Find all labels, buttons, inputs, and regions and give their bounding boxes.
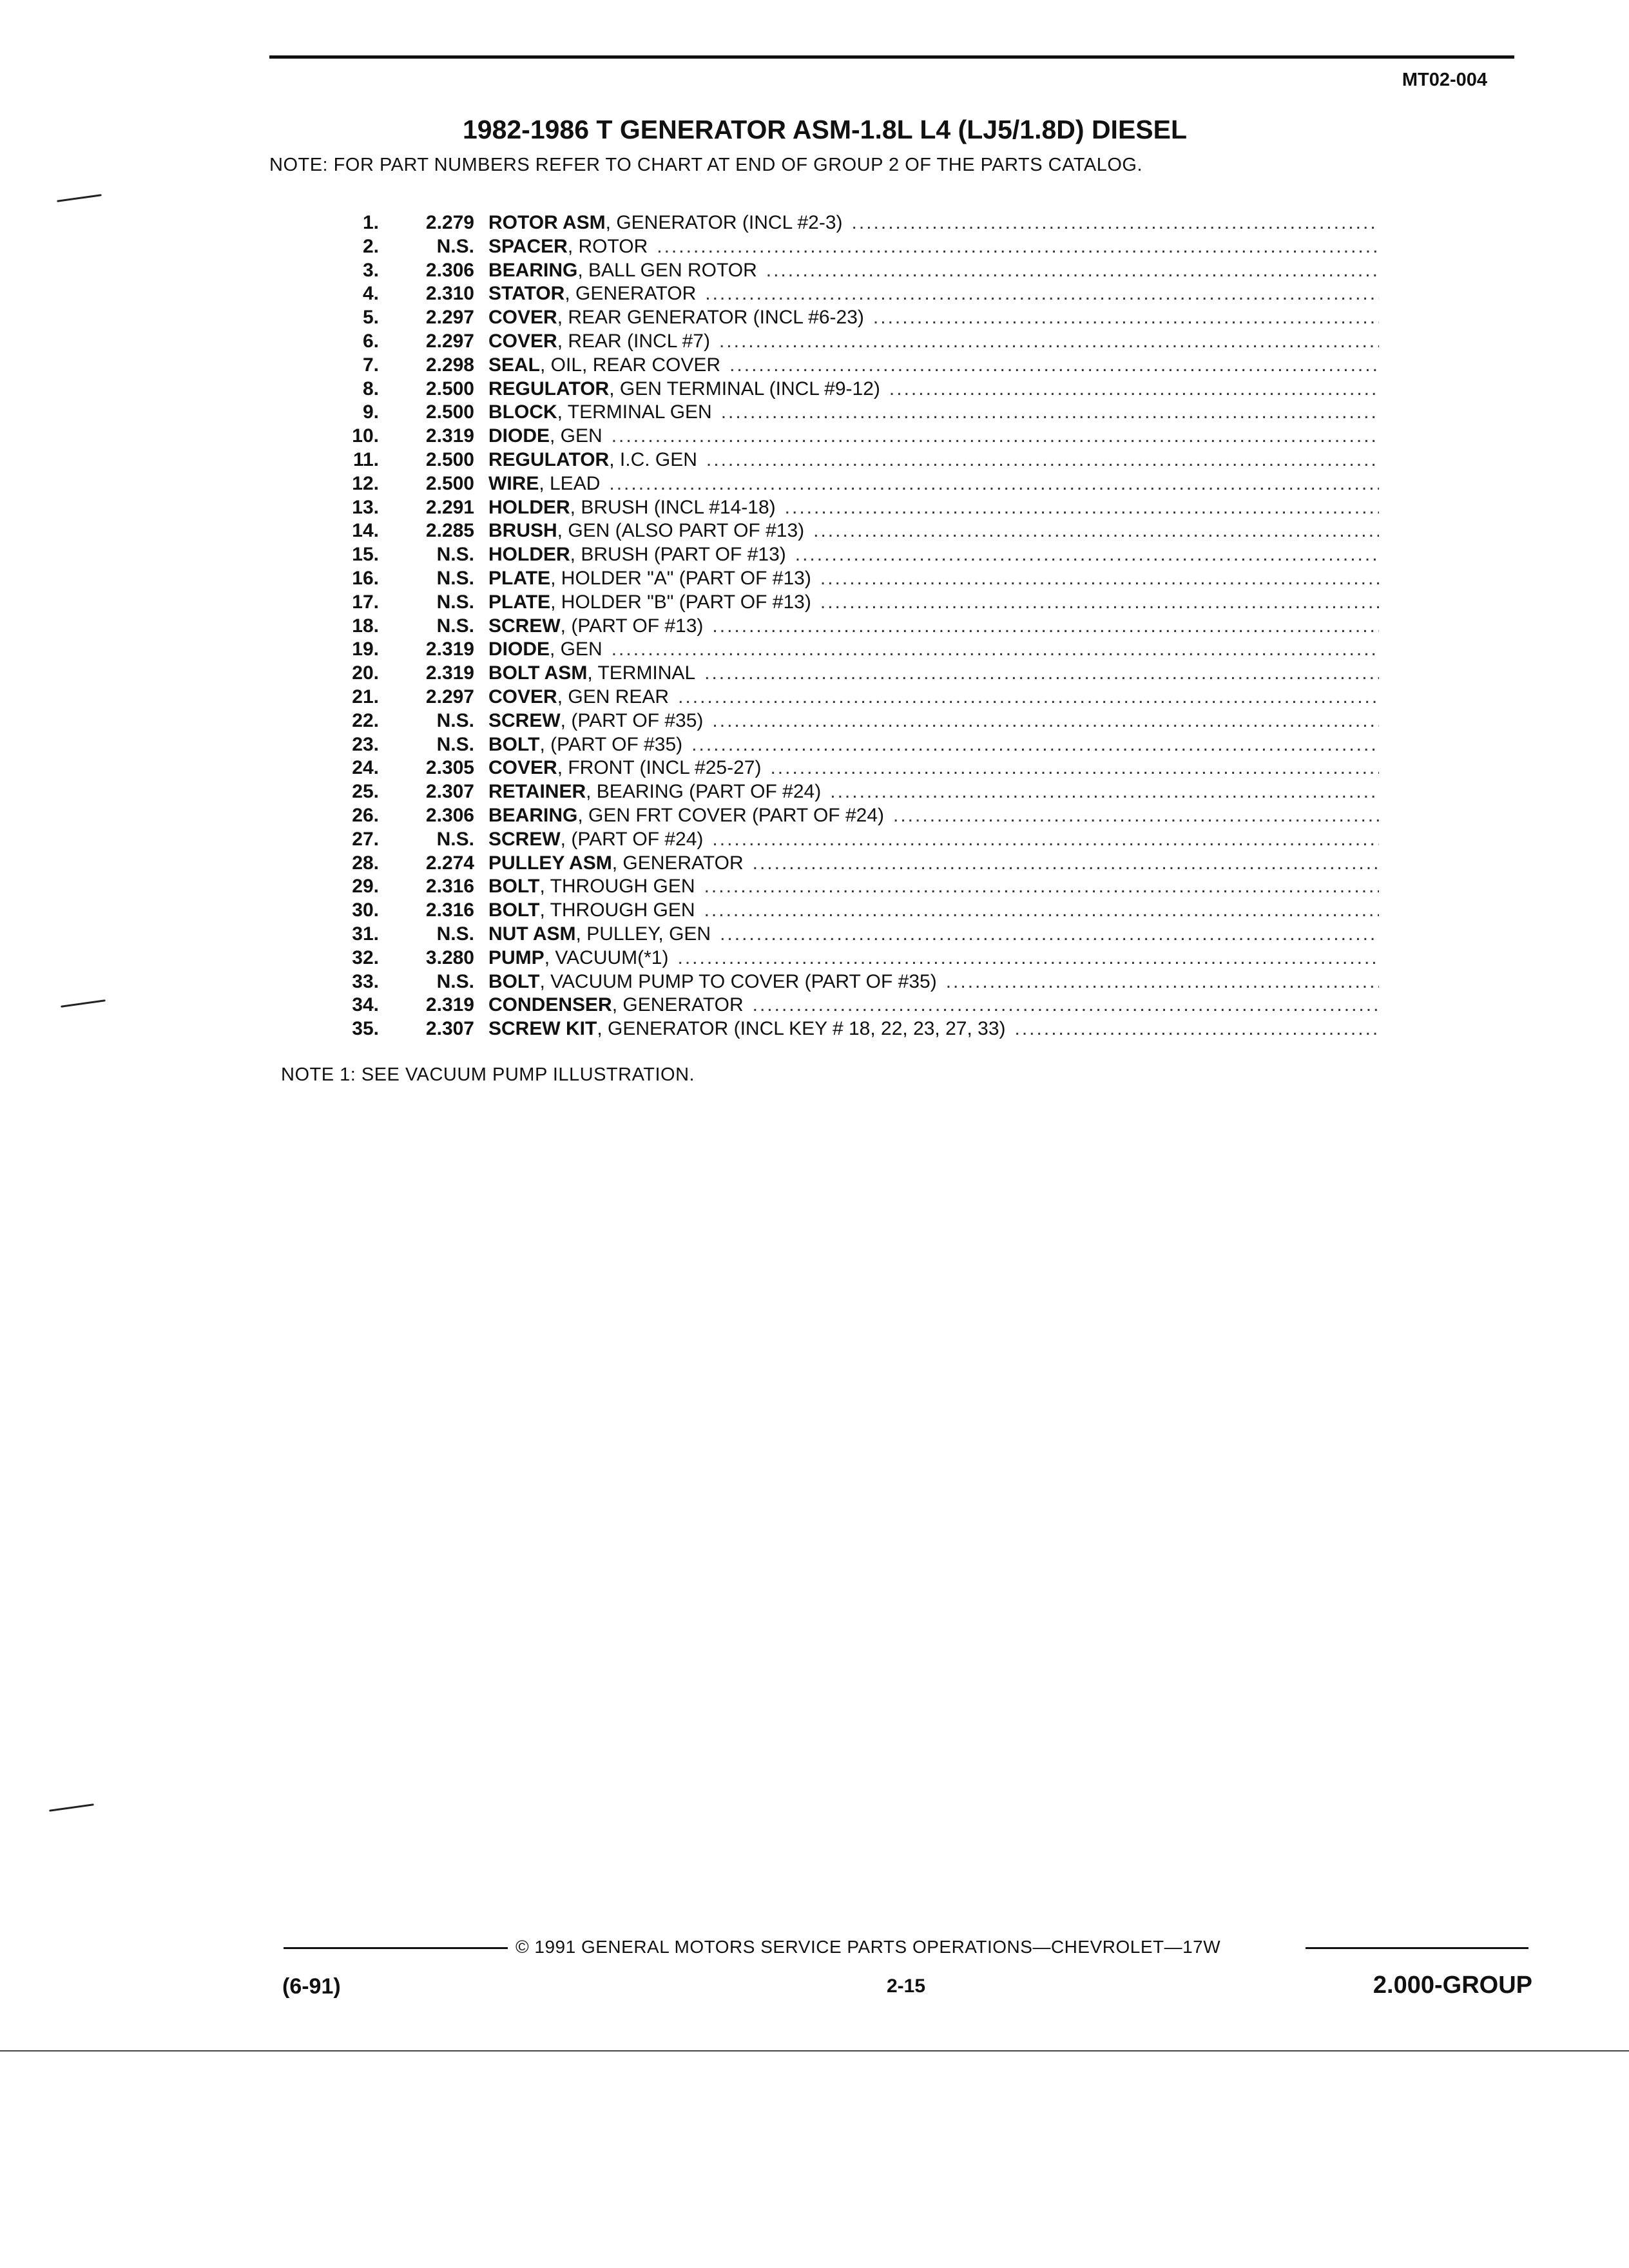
part-detail: , BRUSH (PART OF #13) (570, 544, 786, 566)
parts-row (322, 543, 1379, 567)
item-number: 3. (362, 259, 379, 281)
item-number: 6. (362, 330, 379, 352)
group-number: 3.280 (425, 947, 474, 968)
part-name: PULLEY ASM (488, 852, 612, 874)
dot-leader (729, 354, 1379, 378)
group-number: 2.291 (425, 496, 474, 518)
item-number: 25. (352, 781, 379, 803)
part-detail: , GENERATOR (564, 283, 697, 305)
part-description (488, 235, 1379, 259)
part-name: SCREW (488, 709, 561, 731)
parts-row (322, 259, 1379, 283)
dot-leader (785, 496, 1379, 520)
part-name: DIODE (488, 425, 550, 447)
item-number: 27. (352, 828, 379, 850)
part-description (488, 828, 1379, 852)
part-detail: , HOLDER "A" (PART OF #13) (550, 567, 811, 589)
parts-row (322, 306, 1379, 330)
group-number: N.S. (436, 733, 474, 755)
part-name: CONDENSER (488, 994, 612, 1016)
group-number: 2.298 (425, 354, 474, 376)
dot-leader (677, 947, 1379, 970)
group-number: N.S. (436, 709, 474, 731)
dot-leader (678, 686, 1379, 709)
part-description (488, 448, 1379, 472)
document-code: MT02-004 (1402, 70, 1487, 90)
dot-leader (719, 330, 1379, 354)
group-number: N.S. (436, 923, 474, 945)
margin-mark (61, 999, 106, 1008)
parts-row (322, 354, 1379, 378)
group-number: 2.305 (425, 757, 474, 779)
part-description (488, 591, 1379, 615)
part-detail: , BRUSH (INCL #14-18) (570, 496, 776, 518)
part-detail: , GEN (550, 425, 602, 447)
part-detail: , VACUUM(*1) (544, 947, 669, 968)
part-name: RETAINER (488, 781, 586, 803)
part-detail: , (PART OF #13) (560, 615, 704, 637)
dot-leader (706, 448, 1379, 472)
part-detail: , REAR GENERATOR (INCL #6-23) (557, 307, 864, 329)
part-detail: , GEN FRT COVER (PART OF #24) (577, 804, 885, 826)
part-detail: , GEN REAR (557, 686, 670, 707)
part-detail: , TERMINAL (587, 662, 696, 684)
part-name: DIODE (488, 639, 550, 660)
part-name: SCREW (488, 828, 561, 850)
item-number: 31. (352, 923, 379, 945)
item-number: 30. (352, 899, 379, 921)
group-number: N.S. (436, 615, 474, 637)
part-name: ROTOR ASM (488, 212, 606, 233)
group-number: N.S. (436, 828, 474, 850)
part-description (488, 496, 1379, 520)
dot-leader (704, 875, 1379, 899)
part-detail: , REAR (INCL #7) (557, 330, 710, 352)
part-name: COVER (488, 686, 557, 707)
dot-leader (813, 519, 1379, 543)
item-number: 35. (352, 1018, 379, 1040)
part-detail: , OIL, REAR COVER (540, 354, 721, 376)
part-name: PLATE (488, 567, 551, 589)
dot-leader (852, 211, 1379, 235)
item-number: 34. (352, 994, 379, 1016)
part-name: PLATE (488, 591, 551, 613)
dot-leader (873, 306, 1379, 330)
dot-leader (720, 923, 1379, 947)
group-number: 2.310 (425, 283, 474, 305)
group-number: 2.319 (425, 994, 474, 1016)
part-description (488, 733, 1379, 757)
page-number: 2-15 (887, 1975, 926, 1997)
dot-leader (1015, 1017, 1379, 1041)
part-name: SEAL (488, 354, 541, 376)
part-name: COVER (488, 330, 557, 352)
dot-leader (753, 994, 1379, 1017)
dot-leader (820, 567, 1379, 591)
group-number: 2.274 (425, 852, 474, 874)
parts-row (322, 899, 1379, 923)
part-description (488, 638, 1379, 662)
part-description (488, 947, 1379, 970)
dot-leader (820, 591, 1379, 615)
dot-leader (770, 756, 1379, 780)
item-number: 17. (352, 591, 379, 613)
group-number: 2.297 (425, 330, 474, 352)
dot-leader (609, 472, 1379, 496)
dot-leader (691, 733, 1379, 757)
item-number: 29. (352, 876, 379, 898)
dot-leader (612, 638, 1379, 662)
part-description (488, 259, 1379, 283)
margin-mark (57, 194, 102, 202)
item-number: 16. (352, 567, 379, 589)
part-detail: , I.C. GEN (609, 448, 697, 470)
footer-rule-right (1306, 1947, 1528, 1949)
part-description (488, 330, 1379, 354)
parts-row (322, 425, 1379, 448)
item-number: 23. (352, 733, 379, 755)
parts-row (322, 709, 1379, 733)
parts-row (322, 686, 1379, 709)
group-number: 2.500 (425, 401, 474, 423)
parts-row (322, 828, 1379, 852)
group-number: 2.316 (425, 876, 474, 898)
part-description (488, 756, 1379, 780)
group-number: 2.306 (425, 804, 474, 826)
group-number: 2.500 (425, 378, 474, 399)
group-number: 2.307 (425, 1018, 474, 1040)
group-number: N.S. (436, 970, 474, 992)
item-number: 15. (352, 544, 379, 566)
parts-row (322, 852, 1379, 876)
parts-row (322, 875, 1379, 899)
part-description (488, 425, 1379, 448)
part-description (488, 852, 1379, 876)
part-description (488, 923, 1379, 947)
dot-leader (705, 282, 1379, 306)
parts-row (322, 496, 1379, 520)
bottom-scan-line (0, 2050, 1629, 2052)
part-detail: , VACUUM PUMP TO COVER (PART OF #35) (539, 970, 937, 992)
part-detail: , THROUGH GEN (539, 876, 695, 898)
dot-leader (830, 780, 1379, 804)
page-title: 1982-1986 T GENERATOR ASM-1.8L L4 (LJ5/1.8D) DIESEL (462, 115, 1188, 144)
group-number: 2.279 (425, 212, 474, 233)
top-rule (269, 55, 1514, 59)
part-name: REGULATOR (488, 378, 610, 399)
part-name: BEARING (488, 804, 578, 826)
part-detail: , GENERATOR (INCL #2-3) (605, 212, 843, 233)
part-detail: , GEN TERMINAL (INCL #9-12) (609, 378, 880, 399)
part-detail: , FRONT (INCL #25-27) (557, 757, 762, 779)
part-detail: , GENERATOR (INCL KEY # 18, 22, 23, 27, 33) (597, 1018, 1006, 1040)
part-description (488, 211, 1379, 235)
group-number: N.S. (436, 235, 474, 257)
footnote-1: NOTE 1: SEE VACUUM PUMP ILLUSTRATION. (281, 1064, 695, 1085)
dot-leader (795, 543, 1379, 567)
group-number: 2.297 (425, 686, 474, 707)
part-name: BOLT ASM (488, 662, 588, 684)
item-number: 11. (352, 448, 379, 470)
parts-row (322, 378, 1379, 401)
parts-row (322, 448, 1379, 472)
part-description (488, 615, 1379, 639)
parts-row (322, 282, 1379, 306)
dot-leader (893, 804, 1379, 828)
parts-row (322, 472, 1379, 496)
part-name: STATOR (488, 283, 565, 305)
part-name: BRUSH (488, 520, 557, 542)
part-description (488, 899, 1379, 923)
part-name: WIRE (488, 472, 539, 494)
group-number: 2.285 (425, 520, 474, 542)
parts-row (322, 733, 1379, 757)
item-number: 32. (352, 947, 379, 968)
dot-leader (704, 899, 1379, 923)
item-number: 4. (362, 283, 379, 305)
part-detail: , GEN (ALSO PART OF #13) (557, 520, 805, 542)
dot-leader (657, 235, 1379, 259)
item-number: 28. (352, 852, 379, 874)
part-description (488, 567, 1379, 591)
part-name: SPACER (488, 235, 568, 257)
footer-rule-left (284, 1947, 508, 1949)
part-detail: , BALL GEN ROTOR (577, 259, 757, 281)
parts-row (322, 994, 1379, 1017)
group-number: 2.307 (425, 781, 474, 803)
part-description (488, 354, 1379, 378)
parts-row (322, 923, 1379, 947)
part-detail: , HOLDER "B" (PART OF #13) (550, 591, 811, 613)
part-description (488, 401, 1379, 425)
part-name: HOLDER (488, 544, 570, 566)
dot-leader (704, 662, 1379, 686)
item-number: 20. (352, 662, 379, 684)
item-number: 33. (352, 970, 379, 992)
part-detail: , ROTOR (567, 235, 648, 257)
dot-leader (612, 425, 1379, 448)
parts-row (322, 804, 1379, 828)
group-number: 2.316 (425, 899, 474, 921)
part-description (488, 994, 1379, 1017)
part-detail: , THROUGH GEN (539, 899, 695, 921)
item-number: 7. (362, 354, 379, 376)
dot-leader (753, 852, 1379, 876)
item-number: 1. (362, 212, 379, 233)
part-name: SCREW KIT (488, 1018, 597, 1040)
parts-list (322, 211, 1379, 1041)
parts-row (322, 519, 1379, 543)
part-name: HOLDER (488, 496, 570, 518)
group-number: N.S. (436, 567, 474, 589)
part-description (488, 970, 1379, 994)
part-name: BOLT (488, 899, 540, 921)
parts-row (322, 1017, 1379, 1041)
group-label: 2.000-GROUP (1373, 1972, 1532, 1999)
item-number: 24. (352, 757, 379, 779)
part-name: NUT ASM (488, 923, 576, 945)
item-number: 10. (352, 425, 379, 447)
part-detail: , GEN (550, 639, 602, 660)
item-number: 19. (352, 639, 379, 660)
dot-leader (712, 615, 1379, 639)
part-description (488, 282, 1379, 306)
part-description (488, 519, 1379, 543)
item-number: 14. (352, 520, 379, 542)
part-detail: , GENERATOR (612, 994, 744, 1016)
part-detail: , (PART OF #35) (539, 733, 683, 755)
parts-row (322, 567, 1379, 591)
dot-leader (721, 401, 1379, 425)
part-name: BOLT (488, 733, 540, 755)
item-number: 5. (362, 307, 379, 329)
dot-leader (766, 259, 1379, 283)
dot-leader (712, 828, 1379, 852)
part-description (488, 780, 1379, 804)
part-name: BLOCK (488, 401, 557, 423)
parts-row (322, 756, 1379, 780)
item-number: 12. (352, 472, 379, 494)
part-name: REGULATOR (488, 448, 610, 470)
parts-row (322, 330, 1379, 354)
parts-row (322, 591, 1379, 615)
part-name: SCREW (488, 615, 561, 637)
item-number: 26. (352, 804, 379, 826)
part-detail: , PULLEY, GEN (575, 923, 711, 945)
group-number: 2.319 (425, 425, 474, 447)
part-description (488, 472, 1379, 496)
part-description (488, 709, 1379, 733)
item-number: 13. (352, 496, 379, 518)
item-number: 21. (352, 686, 379, 707)
part-detail: , (PART OF #24) (560, 828, 704, 850)
part-detail: , GENERATOR (612, 852, 744, 874)
item-number: 22. (352, 709, 379, 731)
group-number: N.S. (436, 591, 474, 613)
item-number: 8. (362, 378, 379, 399)
part-description (488, 804, 1379, 828)
group-number: 2.319 (425, 662, 474, 684)
catalog-note: NOTE: FOR PART NUMBERS REFER TO CHART AT END OF GROUP 2 OF THE PARTS CATALOG. (269, 155, 1143, 175)
part-description (488, 1017, 1379, 1041)
item-number: 2. (362, 235, 379, 257)
group-number: N.S. (436, 544, 474, 566)
parts-row (322, 401, 1379, 425)
item-number: 9. (362, 401, 379, 423)
group-number: 2.500 (425, 472, 474, 494)
margin-mark (49, 1803, 94, 1812)
part-description (488, 875, 1379, 899)
group-number: 2.297 (425, 307, 474, 329)
part-name: BEARING (488, 259, 578, 281)
group-number: 2.500 (425, 448, 474, 470)
parts-row (322, 211, 1379, 235)
dot-leader (946, 970, 1379, 994)
part-description (488, 662, 1379, 686)
part-name: BOLT (488, 876, 540, 898)
part-description (488, 686, 1379, 709)
group-number: 2.319 (425, 639, 474, 660)
group-number: 2.306 (425, 259, 474, 281)
revision-date: (6-91) (282, 1974, 341, 1999)
parts-row (322, 615, 1379, 639)
parts-row (322, 947, 1379, 970)
parts-row (322, 638, 1379, 662)
parts-row (322, 970, 1379, 994)
part-description (488, 543, 1379, 567)
part-description (488, 378, 1379, 401)
parts-row (322, 235, 1379, 259)
parts-row (322, 780, 1379, 804)
part-name: PUMP (488, 947, 545, 968)
dot-leader (712, 709, 1379, 733)
part-description (488, 306, 1379, 330)
part-name: COVER (488, 307, 557, 329)
part-name: BOLT (488, 970, 540, 992)
dot-leader (889, 378, 1379, 401)
parts-row (322, 662, 1379, 686)
part-name: COVER (488, 757, 557, 779)
part-detail: , (PART OF #35) (560, 709, 704, 731)
part-detail: , TERMINAL GEN (557, 401, 712, 423)
copyright-line: © 1991 GENERAL MOTORS SERVICE PARTS OPERATIONS—CHEVROLET—17W (516, 1937, 1221, 1957)
item-number: 18. (352, 615, 379, 637)
part-detail: , LEAD (539, 472, 601, 494)
part-detail: , BEARING (PART OF #24) (586, 781, 822, 803)
